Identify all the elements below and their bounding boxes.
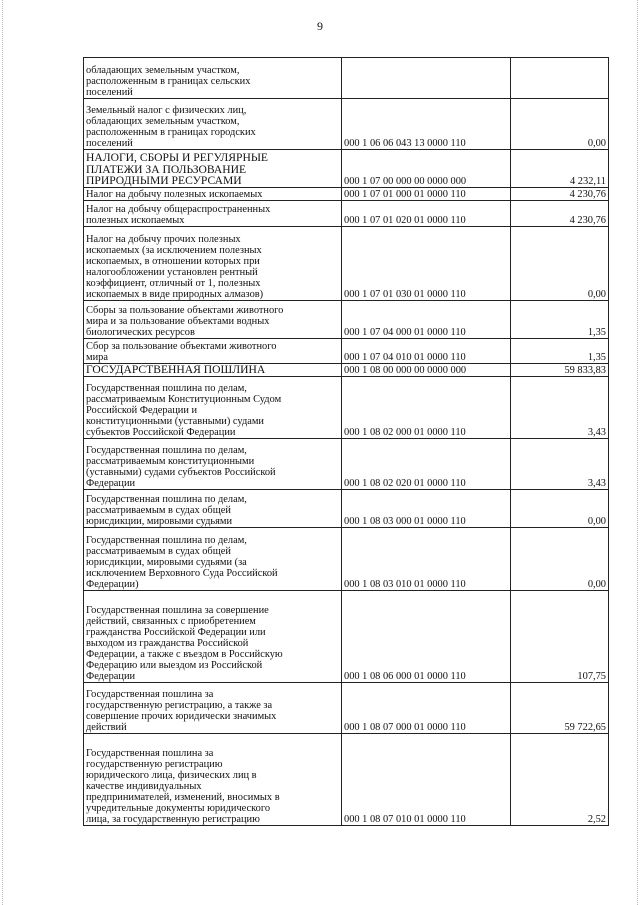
row-name-line: Государственная пошлина по делам,: [86, 383, 247, 394]
row-name-line: Федерации, а также с въездом в Российскую: [86, 649, 283, 660]
table-row: [84, 591, 609, 683]
row-code-cell: 000 1 06 06 043 13 0000 110: [342, 99, 511, 150]
page-edge-right: [636, 0, 638, 905]
row-name-line: Федерации): [86, 579, 139, 590]
row-name-line: Налог на добычу полезных ископаемых: [86, 189, 263, 200]
row-name-line: НАЛОГИ, СБОРЫ И РЕГУЛЯРНЫЕ: [86, 151, 269, 165]
table-row: [84, 683, 609, 734]
table-row: [84, 58, 609, 99]
row-name-line: действий: [86, 722, 127, 733]
row-name-line: Государственная пошлина за: [86, 748, 214, 759]
row-name-line: Государственная пошлина за: [86, 689, 214, 700]
row-value-cell: [511, 58, 609, 99]
row-name-line: ГОСУДАРСТВЕННАЯ ПОШЛИНА: [86, 363, 266, 377]
row-code-cell: 000 1 08 07 010 01 0000 110: [342, 734, 511, 826]
row-name-line: ПРИРОДНЫМИ РЕСУРСАМИ: [86, 174, 242, 188]
row-name-line: Федерации: [86, 671, 136, 682]
table-row: [84, 490, 609, 528]
row-name-line: ископаемых, в отношении которых при: [86, 256, 260, 267]
row-name-cell: [84, 227, 342, 301]
row-code-cell: 000 1 07 01 020 01 0000 110: [342, 201, 511, 227]
row-value-cell: 4 230,76: [511, 201, 609, 227]
row-name-line: конституционными (уставными) судами: [86, 416, 264, 427]
row-name-line: выходом из гражданства Российской: [86, 638, 249, 649]
table-row: [84, 188, 609, 201]
row-value-cell: 0,00: [511, 490, 609, 528]
row-name-line: (уставными) судами субъектов Российской: [86, 467, 276, 478]
row-code-cell: 000 1 08 03 000 01 0000 110: [342, 490, 511, 528]
row-name-line: Государственная пошлина по делам,: [86, 445, 247, 456]
row-name-line: юридического лица, физических лиц в: [86, 770, 257, 781]
row-name-line: Сборы за пользование объектами животного: [86, 305, 284, 316]
row-name-line: государственную регистрацию, а также за: [86, 700, 273, 711]
row-value-cell: 0,00: [511, 99, 609, 150]
row-value-cell: 3,43: [511, 377, 609, 439]
row-value-cell: 2,52: [511, 734, 609, 826]
table-row: [84, 377, 609, 439]
row-code-cell: 000 1 07 04 010 01 0000 110: [342, 339, 511, 364]
table-row: [84, 364, 609, 377]
row-name-line: поселений: [86, 87, 133, 98]
row-value-cell: 0,00: [511, 227, 609, 301]
row-name-line: Федерацию или выездом из Российской: [86, 660, 263, 671]
table-row: [84, 339, 609, 364]
row-code-cell: 000 1 08 00 000 00 0000 000: [342, 364, 511, 377]
row-name-line: государственную регистрацию: [86, 759, 223, 770]
table-row: [84, 227, 609, 301]
row-code-cell: 000 1 07 01 000 01 0000 110: [342, 188, 511, 201]
row-name-line: биологических ресурсов: [86, 327, 195, 338]
row-code-cell: 000 1 08 06 000 01 0000 110: [342, 591, 511, 683]
row-name-line: Государственная пошлина по делам,: [86, 494, 247, 505]
row-name-line: юрисдикции, мировыми судьями (за: [86, 557, 247, 568]
row-code-cell: 000 1 07 00 000 00 0000 000: [342, 150, 511, 188]
row-name-line: Российской Федерации и: [86, 405, 198, 416]
page-edge-left: [2, 0, 4, 905]
table-row: [84, 201, 609, 227]
row-name-line: лица, за государственную регистрацию: [86, 814, 260, 825]
row-name-line: Государственная пошлина по делам,: [86, 535, 247, 546]
row-name-line: полезных ископаемых: [86, 215, 185, 226]
row-code-cell: [342, 58, 511, 99]
row-name-line: Земельный налог с физических лиц,: [86, 105, 247, 116]
row-name-line: Федерации: [86, 478, 136, 489]
row-code-cell: 000 1 08 03 010 01 0000 110: [342, 528, 511, 591]
row-name-cell: [84, 201, 342, 227]
row-code-cell: 000 1 07 01 030 01 0000 110: [342, 227, 511, 301]
row-name-cell: [84, 188, 342, 201]
table-row: [84, 528, 609, 591]
row-name-line: рассматриваемым в судах общей: [86, 546, 231, 557]
row-name-line: юрисдикции, мировыми судьями: [86, 516, 233, 527]
row-name-line: предпринимателей, изменений, вносимых в: [86, 792, 280, 803]
row-name-cell: [84, 734, 342, 826]
row-name-cell: [84, 339, 342, 364]
row-name-line: Государственная пошлина за совершение: [86, 605, 269, 616]
row-name-line: коэффициент, отличный от 1, полезных: [86, 278, 261, 289]
row-value-cell: 107,75: [511, 591, 609, 683]
table-row: [84, 734, 609, 826]
row-value-cell: 59 722,65: [511, 683, 609, 734]
row-code-cell: 000 1 07 04 000 01 0000 110: [342, 301, 511, 339]
row-name-line: ПЛАТЕЖИ ЗА ПОЛЬЗОВАНИЕ: [86, 162, 247, 176]
row-name-line: рассматриваемым Конституционным Судом: [86, 394, 282, 405]
row-name-line: совершение прочих юридически значимых: [86, 711, 277, 722]
row-name-line: мира: [86, 352, 108, 363]
row-name-line: учредительные документы юридического: [86, 803, 271, 814]
row-name-line: обладающих земельным участком,: [86, 65, 240, 76]
row-name-cell: [84, 528, 342, 591]
row-name-line: ископаемых (за исключением полезных: [86, 245, 262, 256]
row-name-line: ископаемых в виде природных алмазов): [86, 289, 264, 300]
row-name-line: гражданства Российской Федерации или: [86, 627, 266, 638]
row-code-cell: 000 1 08 02 020 01 0000 110: [342, 439, 511, 490]
table-row: [84, 150, 609, 188]
row-name-cell: [84, 377, 342, 439]
row-value-cell: 1,35: [511, 339, 609, 364]
row-value-cell: 4 232,11: [511, 150, 609, 188]
row-name-line: расположенным в границах городских: [86, 127, 256, 138]
row-name-line: Сбор за пользование объектами животного: [86, 341, 277, 352]
row-value-cell: 59 833,83: [511, 364, 609, 377]
row-name-cell: [84, 150, 342, 188]
row-name-line: расположенным в границах сельских: [86, 76, 251, 87]
row-value-cell: 4 230,76: [511, 188, 609, 201]
row-name-line: качестве индивидуальных: [86, 781, 202, 792]
row-name-line: субъектов Российской Федерации: [86, 427, 236, 438]
row-name-line: поселений: [86, 138, 133, 149]
row-name-line: мира и за пользование объектами водных: [86, 316, 270, 327]
row-name-line: рассматриваемым в судах общей: [86, 505, 231, 516]
row-code-cell: 000 1 08 07 000 01 0000 110: [342, 683, 511, 734]
row-name-cell: [84, 591, 342, 683]
row-value-cell: 0,00: [511, 528, 609, 591]
table-row: [84, 99, 609, 150]
row-name-cell: [84, 490, 342, 528]
row-name-line: Налог на добычу прочих полезных: [86, 234, 241, 245]
page-number: 9: [317, 19, 323, 33]
row-name-cell: [84, 439, 342, 490]
table-row: [84, 301, 609, 339]
row-name-cell: [84, 99, 342, 150]
row-name-cell: [84, 683, 342, 734]
row-value-cell: 1,35: [511, 301, 609, 339]
row-name-line: рассматриваемым конституционными: [86, 456, 255, 467]
row-name-cell: [84, 364, 342, 377]
row-name-line: Налог на добычу общераспространенных: [86, 204, 271, 215]
revenue-table: [83, 57, 609, 826]
row-name-cell: [84, 301, 342, 339]
row-name-line: налогообложении установлен рентный: [86, 267, 258, 278]
row-name-line: исключением Верховного Суда Российской: [86, 568, 278, 579]
table-body: [84, 58, 609, 826]
table-row: [84, 439, 609, 490]
row-name-cell: [84, 58, 342, 99]
row-value-cell: 3,43: [511, 439, 609, 490]
row-name-line: обладающих земельным участком,: [86, 116, 240, 127]
row-code-cell: 000 1 08 02 000 01 0000 110: [342, 377, 511, 439]
row-name-line: действий, связанных с приобретением: [86, 616, 256, 627]
